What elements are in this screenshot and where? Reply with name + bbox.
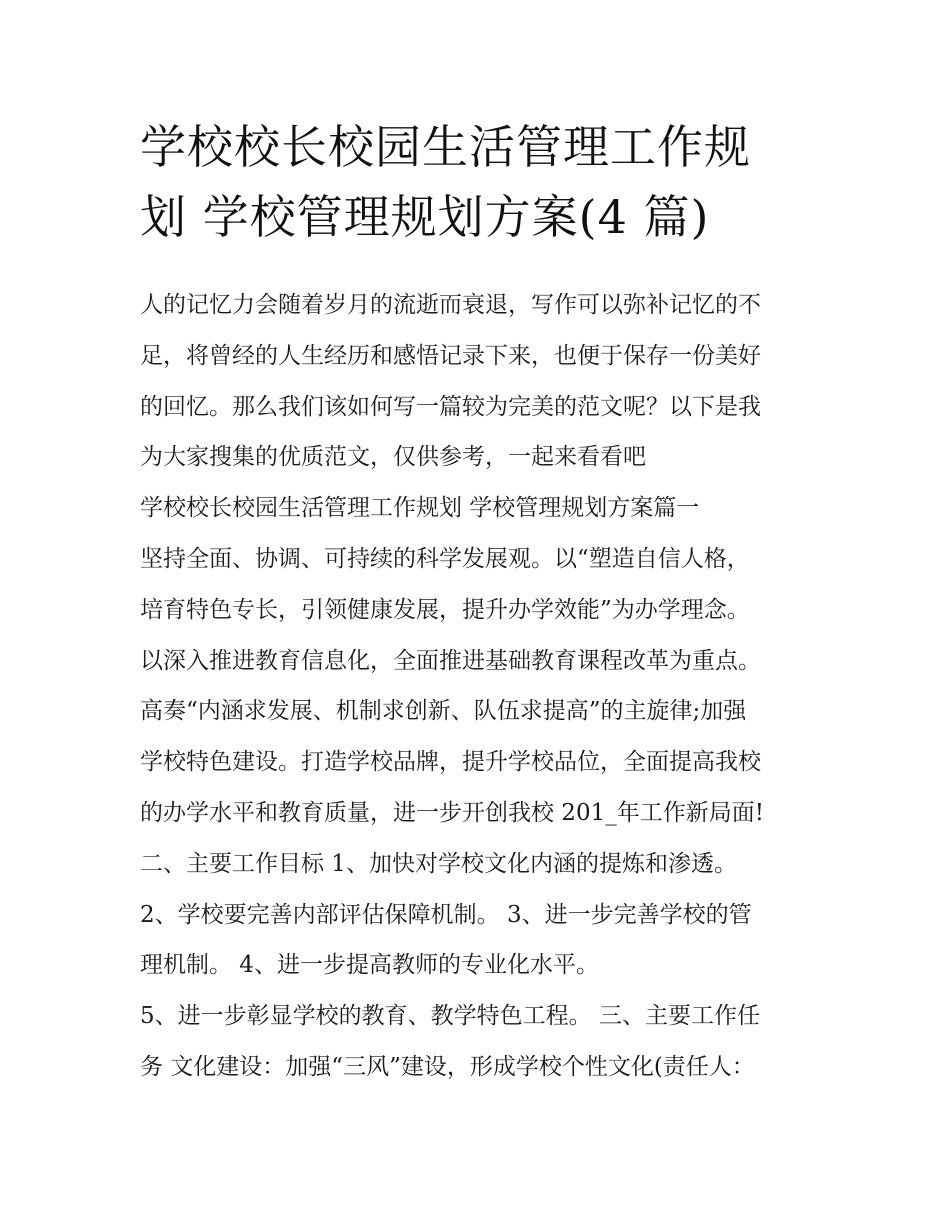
body-text-line: 坚持全面、协调、可持续的科学发展观。以“塑造自信人格，: [140, 545, 750, 572]
body-text-line: 5、进一步彰显学校的教育、教学特色工程。 三、主要工作任: [140, 1003, 760, 1030]
body-text-line: 理机制。 4、进一步提高教师的专业化水平。: [140, 952, 599, 979]
document-body: [140, 280, 830, 1093]
intro-paragraph-line: 为大家搜集的优质范文，仅供参考，一起来看看吧: [140, 444, 646, 471]
title-line: 学校校长校园生活管理工作规: [140, 120, 751, 174]
section-heading: 学校校长校园生活管理工作规划 学校管理规划方案篇一: [140, 495, 700, 522]
intro-paragraph-line: 人的记忆力会随着岁月的流逝而衰退，写作可以弥补记忆的不: [140, 292, 761, 318]
title-line: 划 学校管理规划方案(4 篇): [140, 190, 710, 244]
document-title: [140, 112, 840, 252]
intro-paragraph-line: 的回忆。那么我们该如何写一篇较为完美的范文呢？以下是我: [140, 393, 761, 420]
body-text-line: 高奏“内涵求发展、机制求创新、队伍求提高”的主旋律;加强: [140, 698, 747, 725]
body-text-line: 以深入推进教育信息化，全面推进基础教育课程改革为重点。: [140, 647, 761, 674]
body-text-line: 务 文化建设：加强“三风”建设，形成学校个性文化(责任人：: [140, 1053, 755, 1080]
body-text-line: 2、学校要完善内部评估保障机制。 3、进一步完善学校的管: [140, 901, 752, 928]
body-text-line: 培育特色专长，引领健康发展，提升办学效能”为办学理念。: [140, 596, 750, 623]
intro-paragraph-line: 足，将曾经的人生经历和感悟记录下来，也便于保存一份美好: [140, 342, 761, 369]
body-text-line: 学校特色建设。打造学校品牌，提升学校品位，全面提高我校: [140, 749, 761, 776]
body-text-line: 的办学水平和教育质量，进一步开创我校 201_年工作新局面!: [140, 799, 764, 826]
body-text-line: 二、主要工作目标 1、加快对学校文化内涵的提炼和渗透。: [140, 850, 737, 877]
